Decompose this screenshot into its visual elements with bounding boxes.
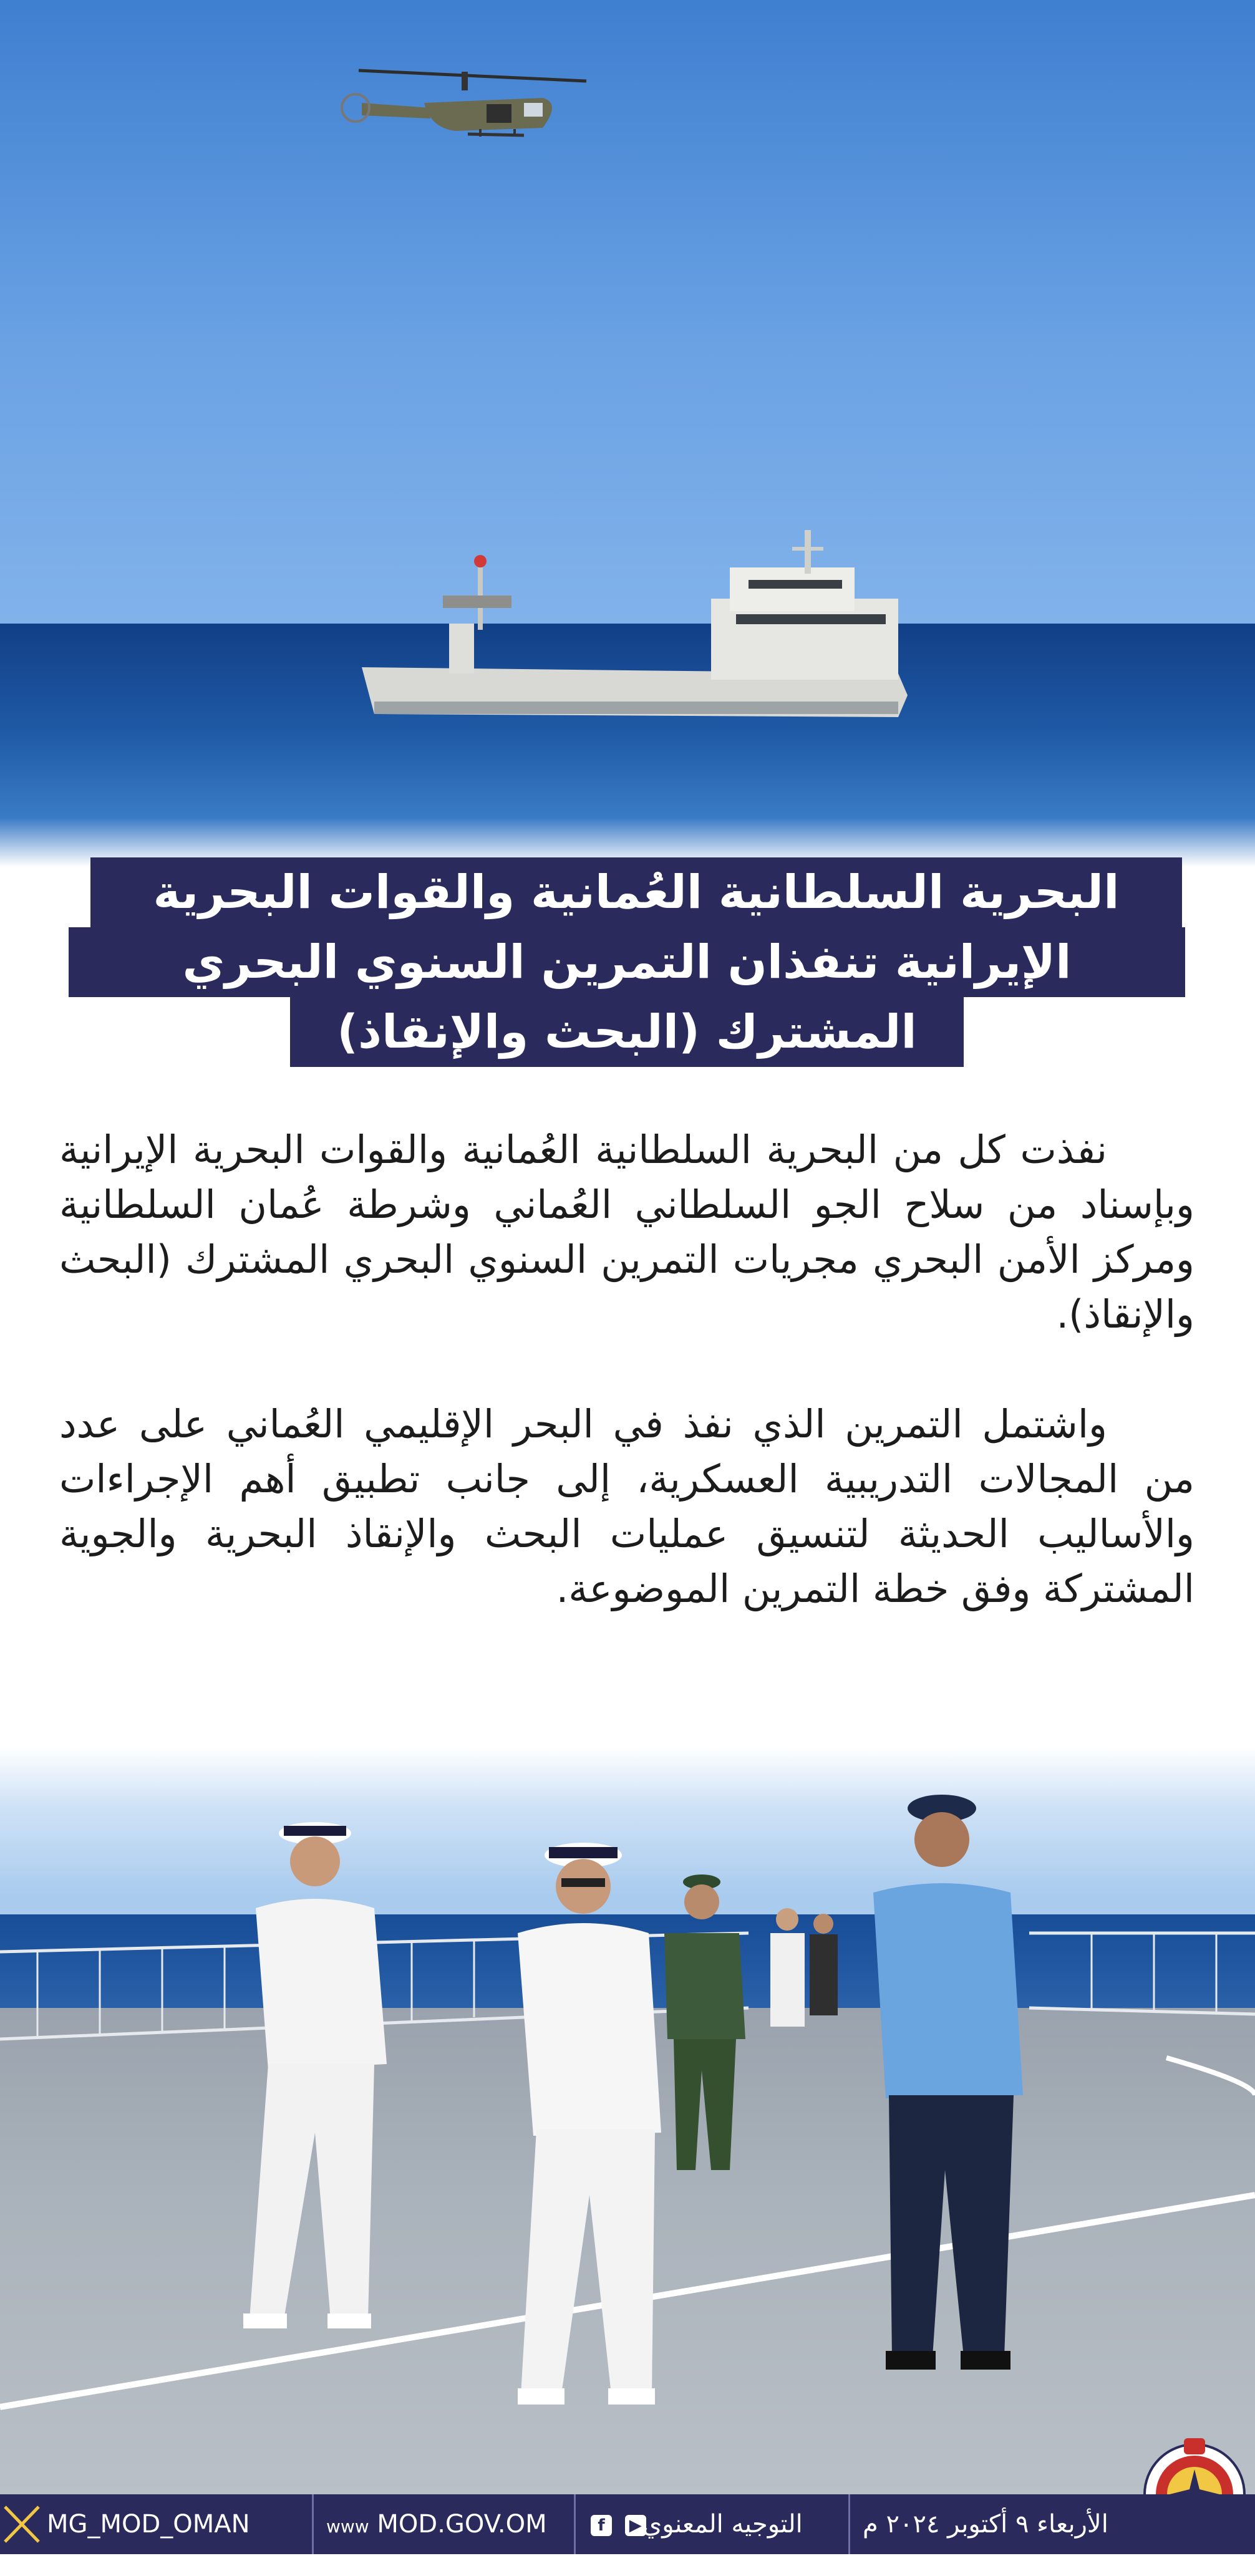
department-name: التوجيه المعنوي	[642, 2510, 803, 2539]
publish-date: الأربعاء ٩ أكتوبر ٢٠٢٤ م	[848, 2494, 1108, 2554]
social-handle[interactable]: MG_MOD_OMAN	[47, 2510, 250, 2539]
officers-background	[770, 1908, 838, 2027]
article-paragraph-1: نفذت كل من البحرية السلطانية العُمانية والقوات البحرية الإيرانية وبإسناد من سلاح الجو السلطاني العُماني وشرطة عُمان السلطانية ومركز الأمن البحري مجريات التمرين السنوي البحري المشترك (البحث والإنقاذ).	[59, 1127, 1194, 1337]
headline-block	[0, 857, 1255, 1094]
footer-bar	[0, 2494, 1255, 2554]
headline-line-1: البحرية السلطانية العُمانية والقوات البحرية	[90, 857, 1182, 927]
officers-scene	[0, 1746, 1255, 2494]
ship-image	[362, 530, 911, 742]
headline-line-2: الإيرانية تنفذان التمرين السنوي البحري	[69, 927, 1185, 997]
sword-logo	[0, 2494, 44, 2554]
officer-center	[518, 1843, 661, 2405]
crossed-swords-icon	[0, 2494, 44, 2554]
officer-left	[243, 1822, 387, 2328]
officers-photo	[0, 1746, 1255, 2494]
article-body	[59, 1122, 1194, 1671]
website-link[interactable]	[312, 2494, 547, 2554]
hero-photo	[0, 0, 1255, 867]
youtube-icon[interactable]: ▶	[625, 2515, 646, 2536]
social-icons	[574, 2494, 649, 2554]
headline-line-3: المشترك (البحث والإنقاذ)	[290, 997, 964, 1067]
helicopter-image	[337, 59, 599, 165]
officer-green	[664, 1874, 745, 2170]
facebook-icon[interactable]: f	[591, 2515, 612, 2536]
article-paragraph-2: واشتمل التمرين الذي نفذ في البحر الإقليمي العُماني على عدد من المجالات التدريبية العسكرية، إلى جانب تطبيق أهم الإجراءات والأساليب الحديثة لتنسيق عمليات البحث والإنقاذ البحرية والجوية المشتركة وفق خطة التمرين الموضوعة.	[59, 1401, 1194, 1611]
officer-right	[873, 1795, 1023, 2370]
www-prefix: www	[326, 2516, 369, 2537]
website-domain: MOD.GOV.OM	[377, 2510, 547, 2539]
